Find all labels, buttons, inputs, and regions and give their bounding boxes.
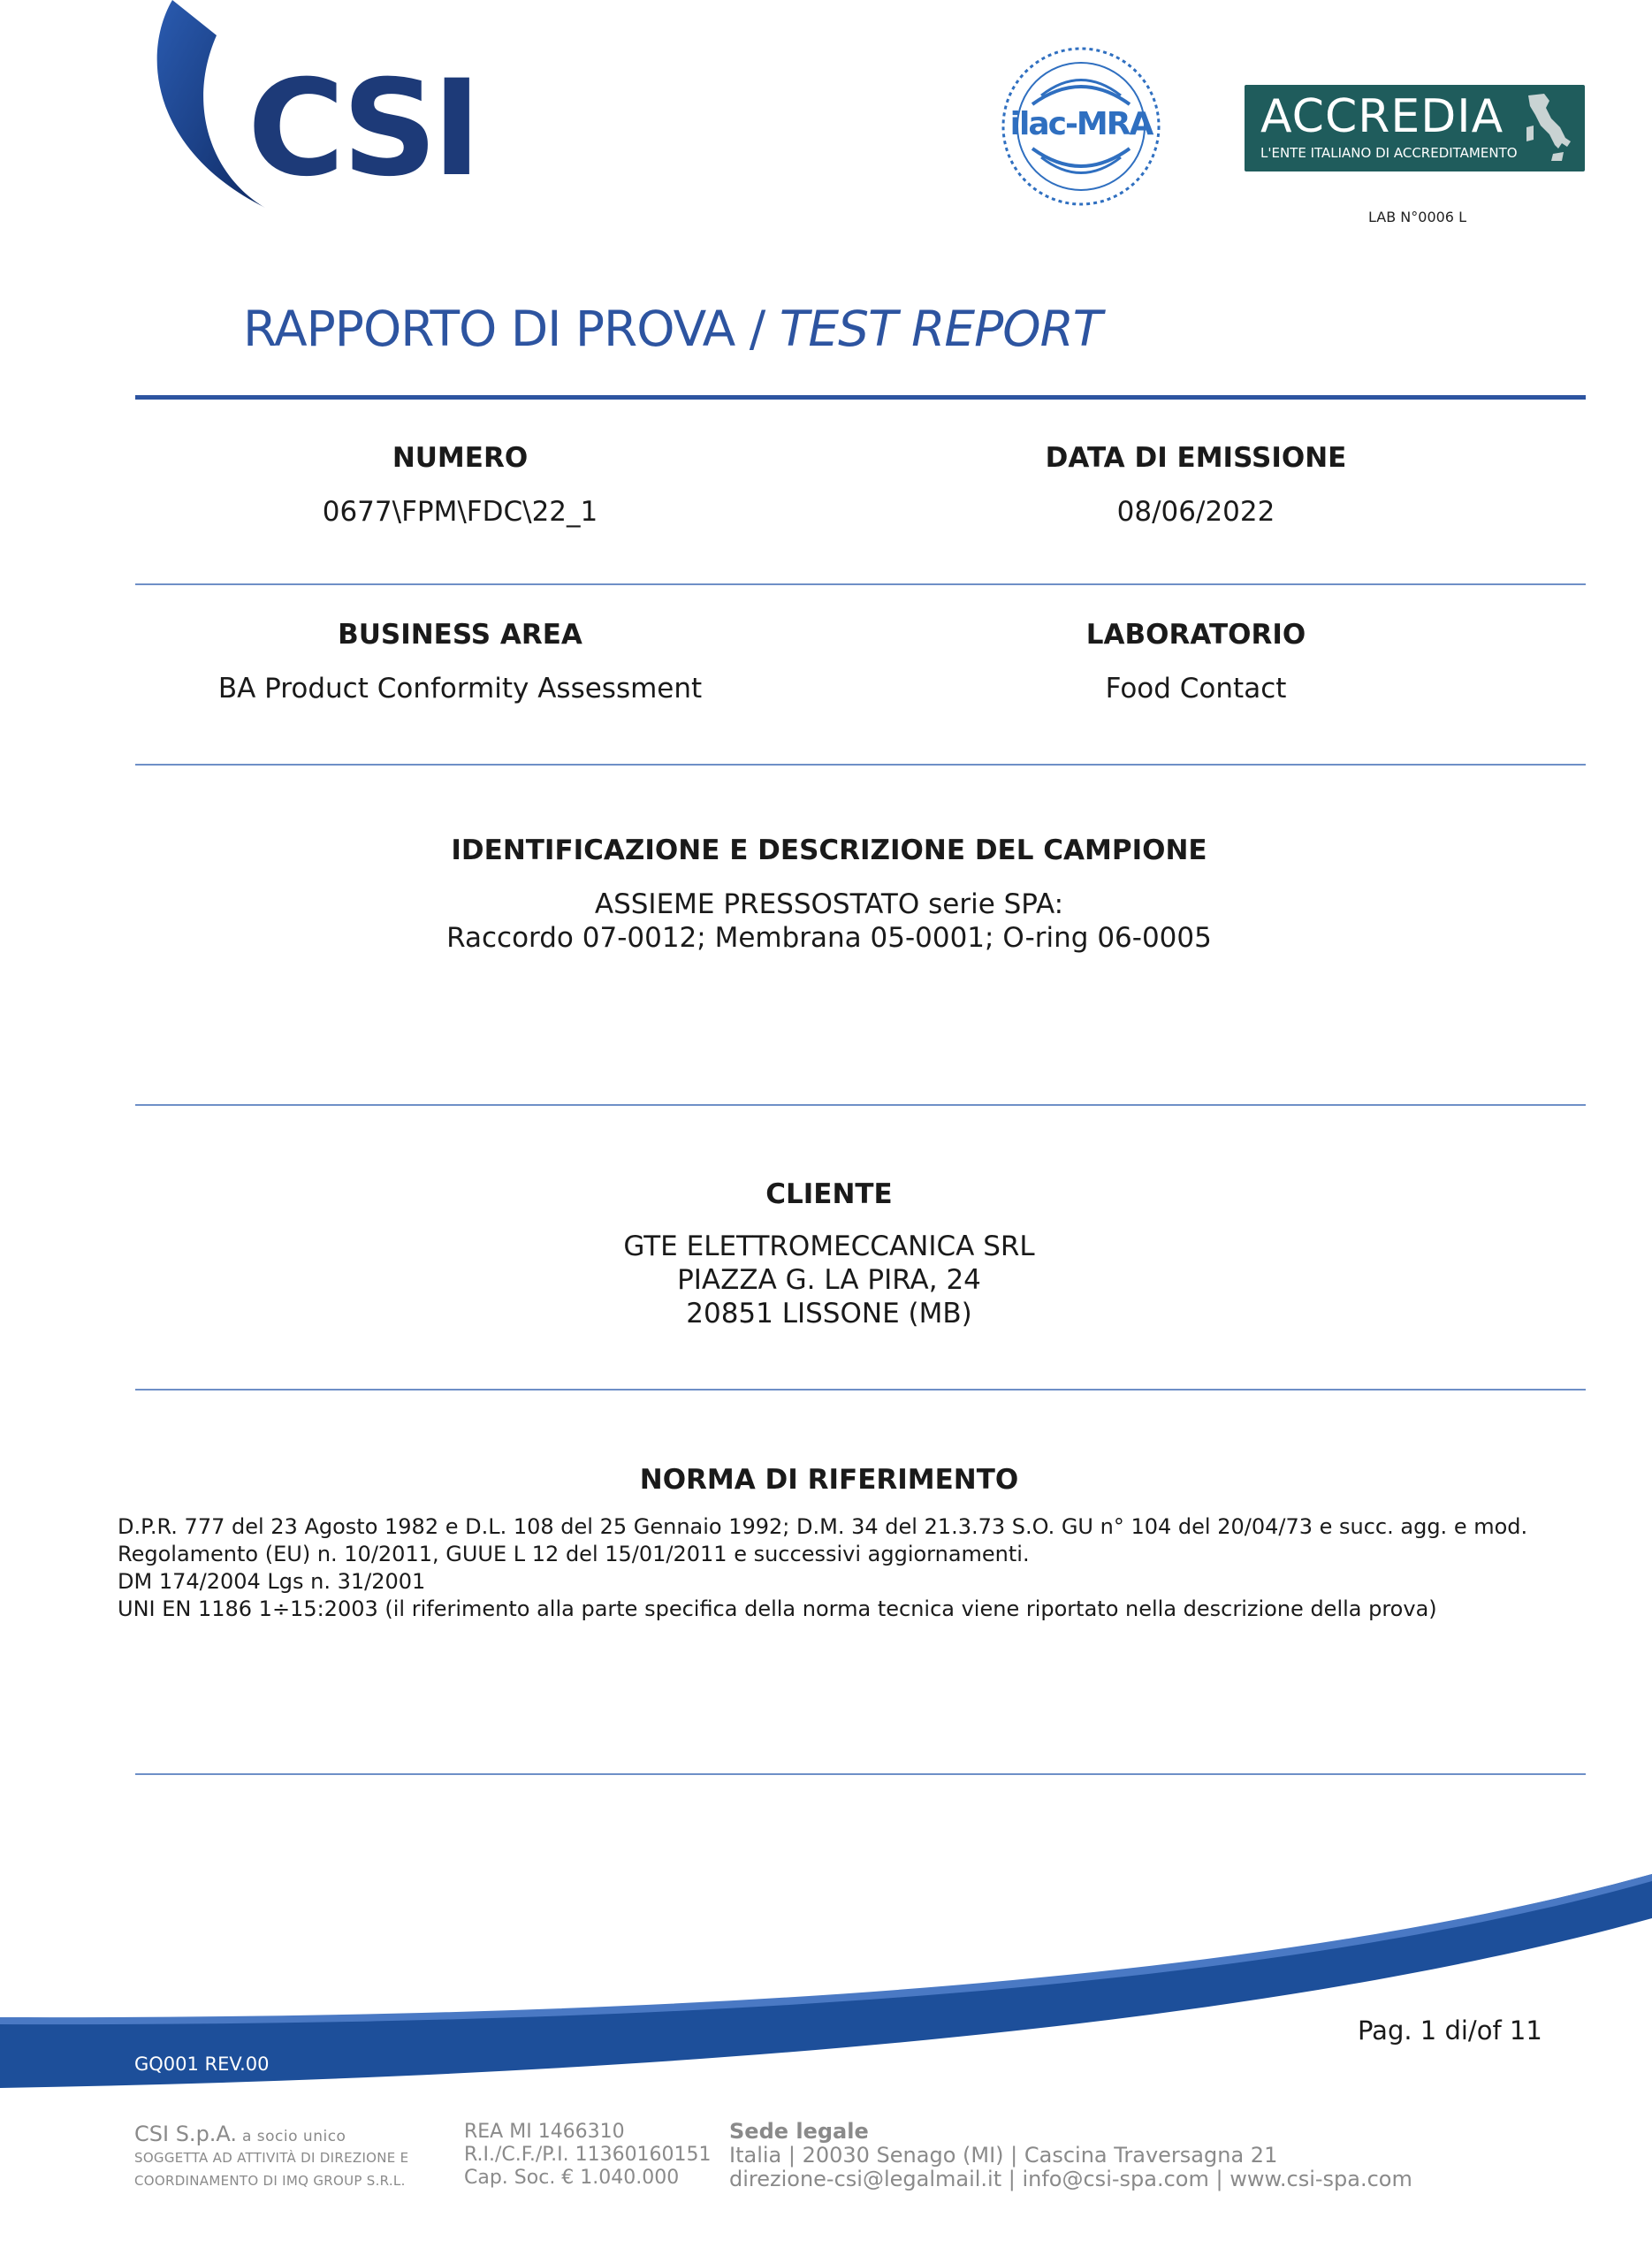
company-name bbox=[134, 2122, 444, 2146]
company-name-main: CSI S.p.A. bbox=[134, 2122, 238, 2146]
registry-line: R.I./C.F./P.I. 11360160151 bbox=[464, 2144, 712, 2166]
accredia-subtitle: L'ENTE ITALIANO DI ACCREDITAMENTO bbox=[1260, 145, 1518, 161]
campione-description bbox=[135, 888, 1523, 955]
registry-info bbox=[464, 2121, 712, 2190]
registered-office bbox=[729, 2120, 1412, 2191]
title-divider bbox=[135, 395, 1586, 400]
company-info bbox=[134, 2122, 444, 2192]
divider bbox=[135, 764, 1586, 766]
norma-line: Regolamento (EU) n. 10/2011, GUUE L 12 del 15/01/2011 e successivi aggiornamenti. bbox=[118, 1542, 1030, 1566]
data-emissione-label: DATA DI EMISSIONE bbox=[1045, 442, 1347, 474]
form-code: GQ001 REV.00 bbox=[134, 2053, 270, 2075]
laboratorio-value: Food Contact bbox=[1105, 673, 1287, 705]
seat-address: Italia | 20030 Senago (MI) | Cascina Traversagna 21 bbox=[729, 2143, 1278, 2168]
numero-value: 0677\FPM\FDC\22_1 bbox=[322, 496, 598, 528]
norma-line: DM 174/2004 Lgs n. 31/2001 bbox=[118, 1569, 426, 1594]
italy-map-icon bbox=[1518, 92, 1572, 166]
divider bbox=[135, 1389, 1586, 1391]
norma-line: D.P.R. 777 del 23 Agosto 1982 e D.L. 108 del 25 Gennaio 1992; D.M. 34 del 21.3.73 S.O. GU n° 104 del 20/04/73 e succ. agg. e mod. bbox=[118, 1514, 1528, 1539]
business-area-value: BA Product Conformity Assessment bbox=[217, 673, 703, 705]
cliente-line: 20851 LISSONE (MB) bbox=[686, 1298, 972, 1330]
campione-line: Raccordo 07-0012; Membrana 05-0001; O-ring 06-0005 bbox=[446, 922, 1212, 954]
company-line: COORDINAMENTO DI IMQ GROUP S.R.L. bbox=[134, 2173, 406, 2189]
campione-line: ASSIEME PRESSOSTATO serie SPA: bbox=[594, 888, 1064, 920]
svg-text:CSI: CSI bbox=[247, 52, 476, 206]
lab-number: LAB N°0006 L bbox=[1368, 209, 1466, 225]
business-area-label: BUSINESS AREA bbox=[338, 619, 582, 651]
cliente-line: GTE ELETTROMECCANICA SRL bbox=[623, 1231, 1035, 1262]
ilac-mra-logo bbox=[997, 42, 1165, 210]
cliente-address bbox=[135, 1230, 1523, 1330]
norma-line: UNI EN 1186 1÷15:2003 (il riferimento alla parte specifica della norma tecnica viene riportato nella descrizione della prova) bbox=[118, 1596, 1437, 1621]
cliente-label: CLIENTE bbox=[765, 1178, 893, 1210]
page-indicator: Pag. 1 di/of 11 bbox=[1358, 2015, 1542, 2046]
numero-label: NUMERO bbox=[392, 442, 529, 474]
svg-text:ilac-MRA: ilac-MRA bbox=[1009, 106, 1153, 142]
campione-label: IDENTIFICAZIONE E DESCRIZIONE DEL CAMPIONE bbox=[451, 834, 1207, 866]
registry-line: REA MI 1466310 bbox=[464, 2121, 625, 2143]
registry-line: Cap. Soc. € 1.040.000 bbox=[464, 2167, 680, 2189]
cliente-line: PIAZZA G. LA PIRA, 24 bbox=[677, 1264, 981, 1296]
norma-list bbox=[118, 1513, 1585, 1623]
title-english: TEST REPORT bbox=[779, 301, 1102, 357]
accredia-logo bbox=[1245, 85, 1585, 171]
report-title bbox=[243, 301, 1101, 357]
company-line: SOGGETTA AD ATTIVITÀ DI DIREZIONE E bbox=[134, 2150, 409, 2166]
seat-title: Sede legale bbox=[729, 2119, 869, 2144]
title-italian: RAPPORTO DI PROVA / bbox=[243, 301, 780, 357]
divider bbox=[135, 1104, 1586, 1106]
divider bbox=[135, 583, 1586, 585]
accredia-name: ACCREDIA bbox=[1260, 90, 1504, 143]
data-emissione-value: 08/06/2022 bbox=[1116, 496, 1275, 528]
norma-label: NORMA DI RIFERIMENTO bbox=[639, 1464, 1019, 1496]
csi-logo bbox=[133, 0, 504, 212]
company-name-small: a socio unico bbox=[237, 2128, 346, 2145]
divider bbox=[135, 1773, 1586, 1775]
seat-contacts: direzione-csi@legalmail.it | info@csi-spa.com | www.csi-spa.com bbox=[729, 2167, 1412, 2191]
laboratorio-label: LABORATORIO bbox=[1085, 619, 1306, 651]
